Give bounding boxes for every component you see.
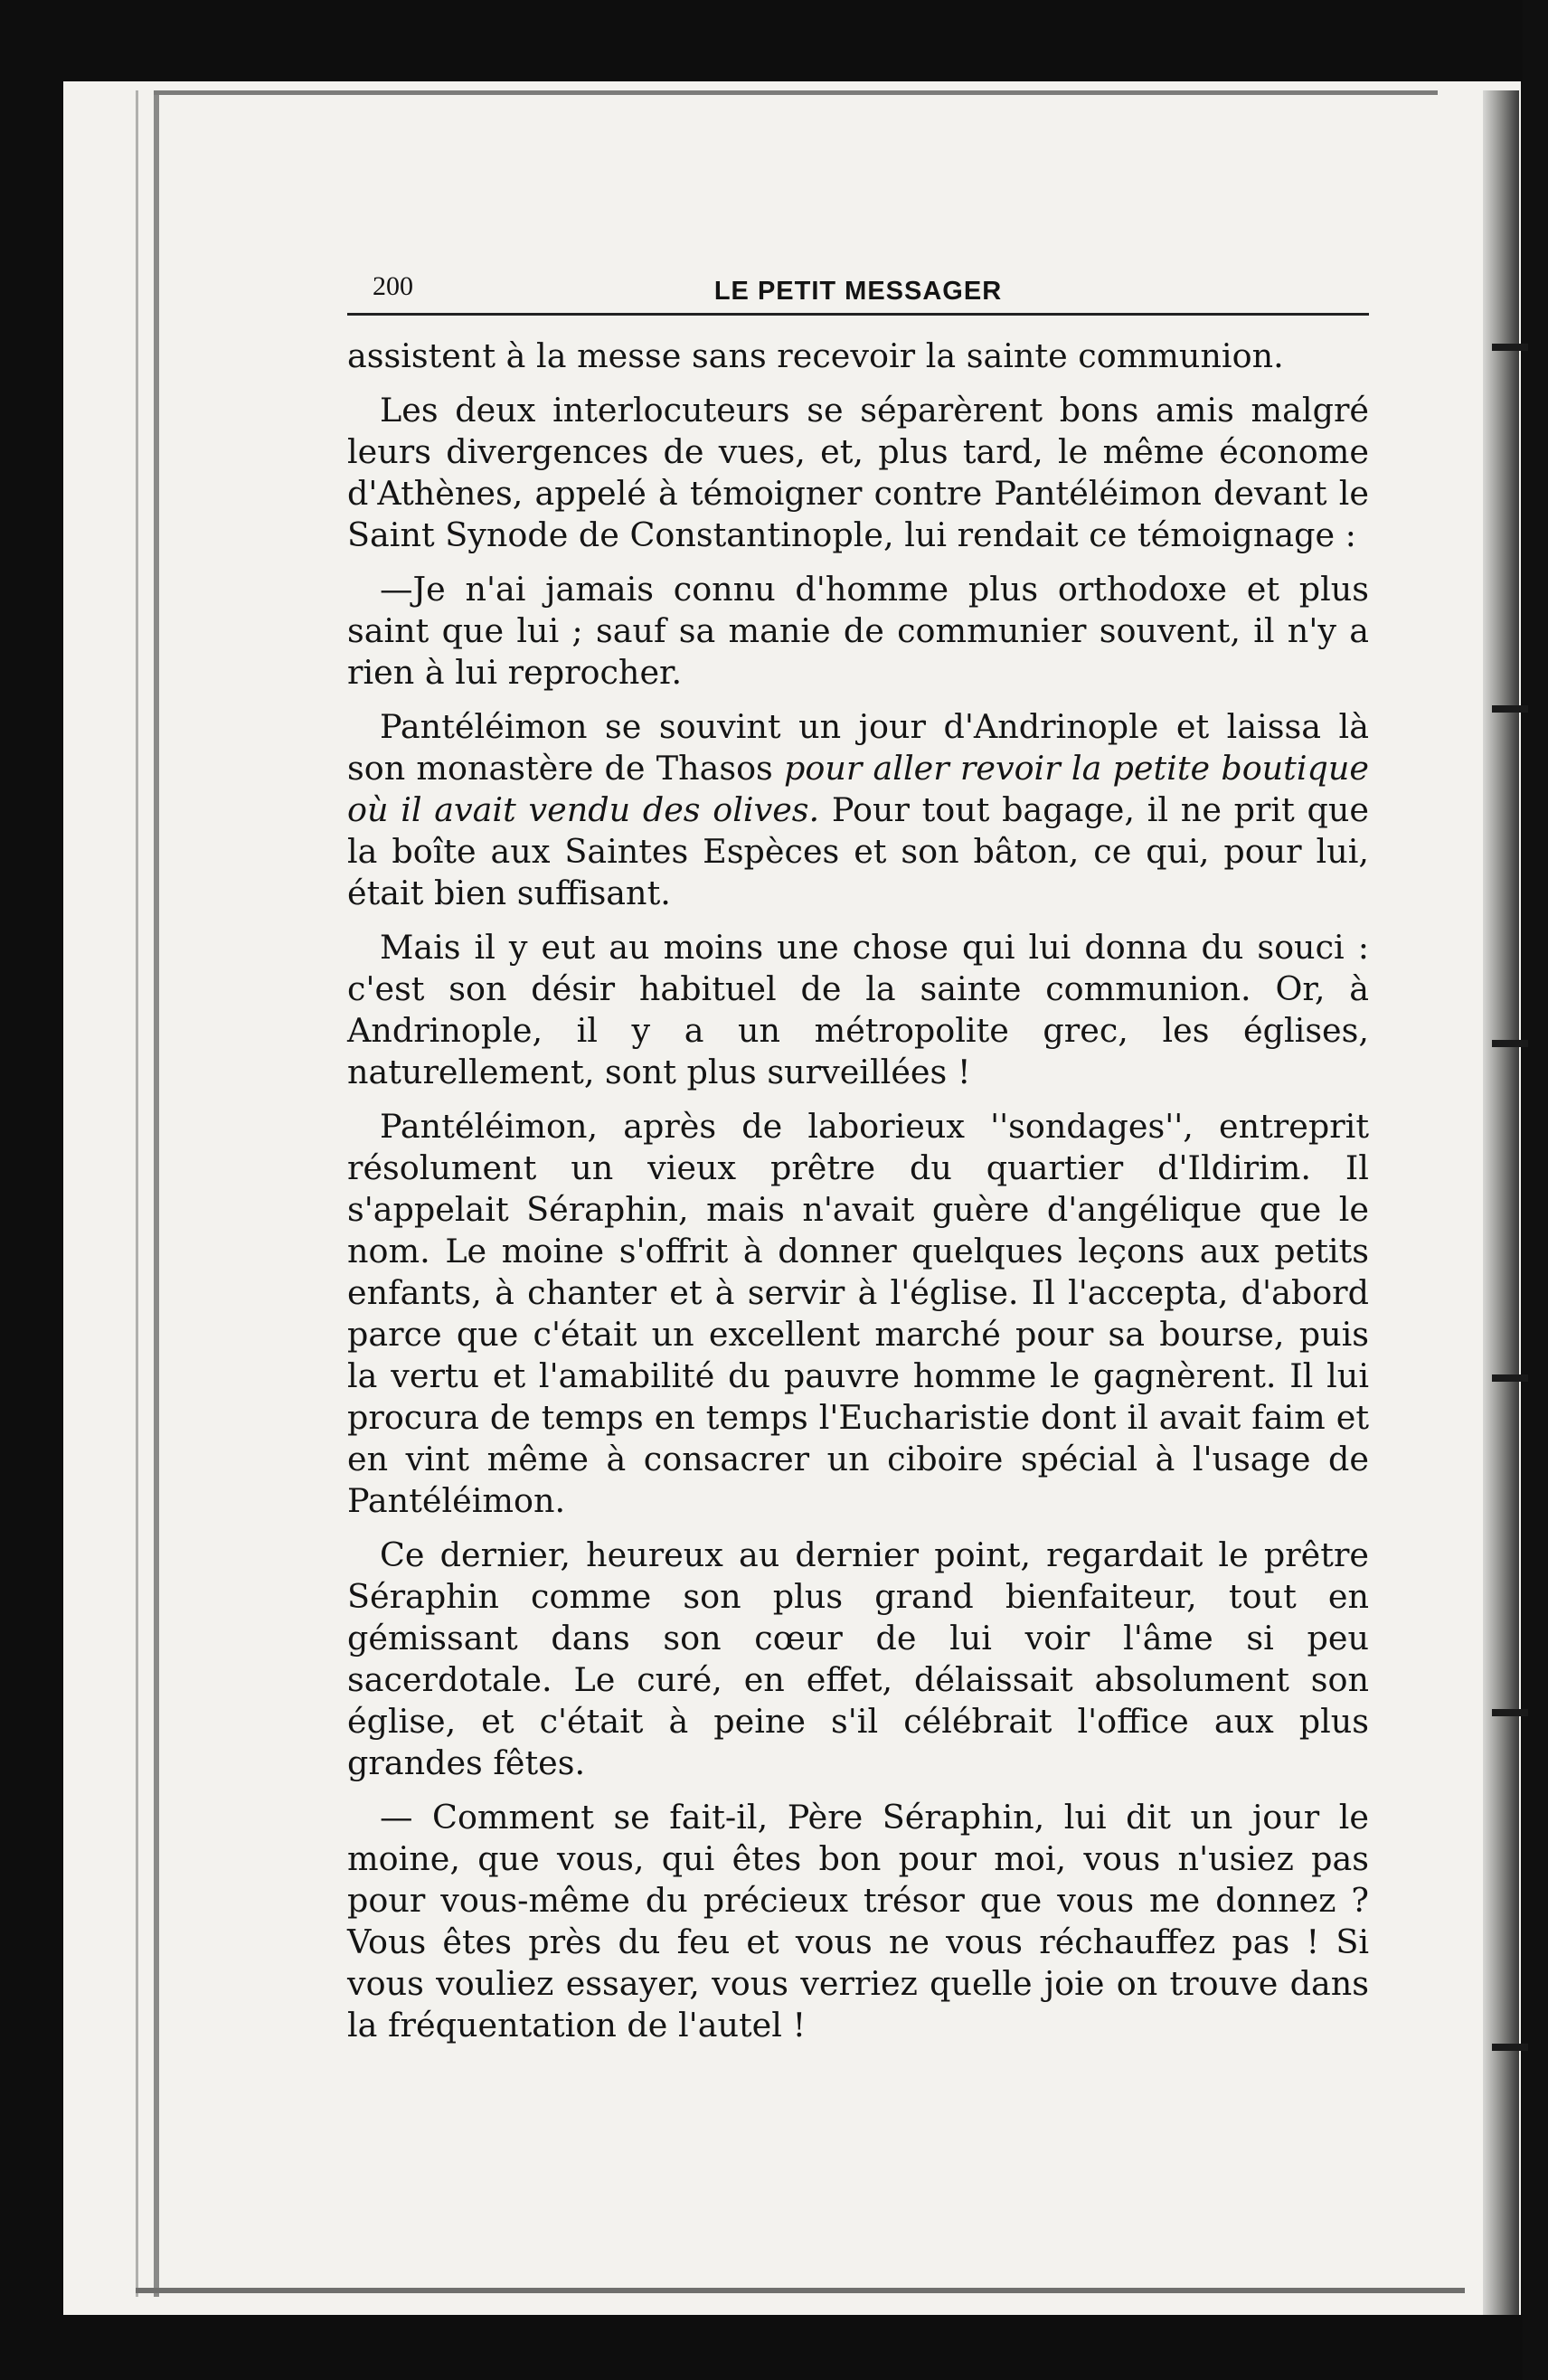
paragraph: Les deux interlocuteurs se séparèrent bons amis malgré leurs divergences de vues, et, plus tard, le même économe d'Athènes, appelé à témoigner contre Pantéléimon devant le Saint Synode de Constantinople, lui rendait ce témoignage : [347,391,1369,554]
paragraph: Ce dernier, heureux au dernier point, regardait le prêtre Séraphin comme son plus grand bienfaiteur, tout en gémissant dans son cœur de lui voir l'âme si peu sacerdotale. Le curé, en effet, délaissait absolument son église, et c'était à peine s'il célébrait l'office aux plus grandes fêtes. [347,1535,1369,1782]
page-border-left [154,90,159,2297]
paragraph-text: Pantéléimon se souvint un jour d'Andrinople et laissa là son monastère de Thasos [347,707,1369,788]
body-text [347,335,1369,2046]
scan-mark [1492,1040,1528,1047]
paragraph: Mais il y eut au moins une chose qui lui donna du souci : c'est son désir habituel de la sainte communion. Or, à Andrinople, il y a un métropolite grec, les églises, naturellement, sont plus surveillées ! [347,928,1369,1091]
book-spine-shadow [1483,90,1519,2315]
paragraph-continuation: assistent à la messe sans recevoir la sainte communion. [347,336,1284,375]
page-border-bottom [136,2288,1465,2293]
page-border-top [154,90,1438,95]
scan-mark [1492,1374,1528,1382]
paragraph-with-italic [347,706,1369,914]
text-block [347,268,1369,2059]
running-title: LE PETIT MESSAGER [713,277,1003,306]
scan-mark [1492,344,1528,351]
scan-mark [1492,1709,1528,1716]
page-number: 200 [373,271,413,301]
scan-margin-right [1523,0,1548,2380]
scan-mark [1492,705,1528,713]
paragraph: Pantéléimon, après de laborieux ''sondages'', entreprit résolument un vieux prêtre du quartier d'Ildirim. Il s'appelait Séraphin, mais n'avait guère d'angélique que le nom. Le moine s'offrit à donner quelques leçons aux petits enfants, à chanter et à servir à l'église. Il l'accepta, d'abord parce que c'était un excellent marché pour sa bourse, puis la vertu et l'amabilité du pauvre homme le gagnèrent. Il lui procura de temps en temps l'Eucharistie dont il avait faim et en vint même à consacrer un ciboire spécial à l'usage de Pantéléimon. [347,1107,1369,1520]
italic-quote: pour aller revoir la petite boutique où il avait vendu des olives. [347,749,1369,829]
paragraph-dialogue: — Comment se fait-il, Père Séraphin, lui dit un jour le moine, que vous, qui êtes bon pour moi, vous n'usiez pas pour vous-même du précieux trésor que vous me donnez ? Vous êtes près du feu et vous ne vous réchauffez pas ! Si vous vouliez essayer, vous verriez quelle joie on trouve dans la fréquentation de l'autel ! [347,1798,1369,2045]
paragraph-dialogue: —Je n'ai jamais connu d'homme plus orthodoxe et plus saint que lui ; sauf sa manie de communier souvent, il n'y a rien à lui reprocher. [347,570,1369,692]
page-edge-line [136,90,138,2297]
running-header [347,268,1369,316]
scan-mark [1492,2044,1528,2051]
paragraph-text: Pour tout bagage, il ne prit que la boîte aux Saintes Espèces et son bâton, ce qui, pour lui, était bien suffisant. [347,790,1370,912]
